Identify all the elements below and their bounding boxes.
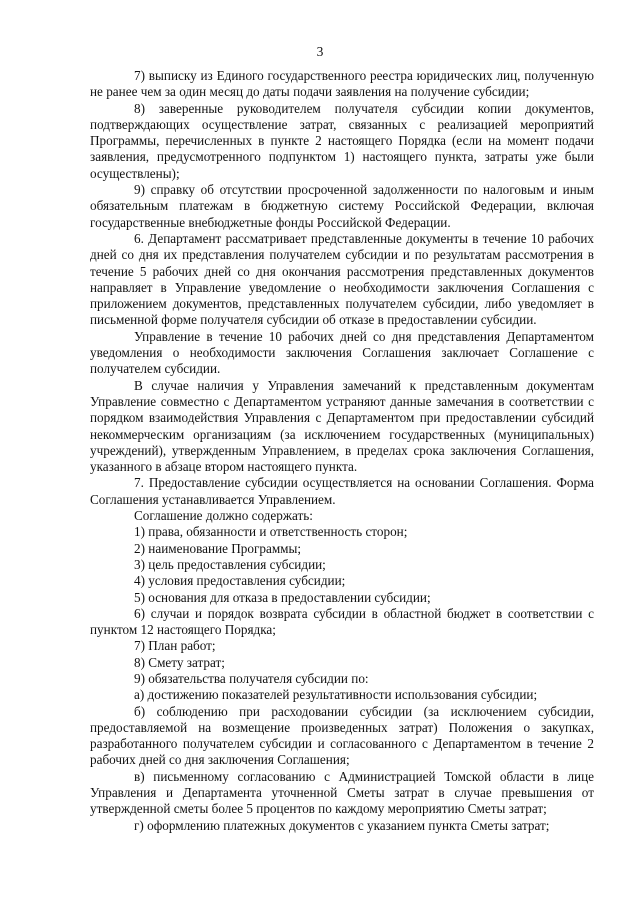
page-number: 3 bbox=[316, 44, 324, 59]
paragraph-agreement-contents: Соглашение должно содержать: bbox=[134, 508, 313, 524]
document-body bbox=[90, 68, 594, 834]
list-item-9: 9) обязательства получателя субсидии по: bbox=[134, 670, 369, 686]
paragraph-7-extract: 7) выписку из Единого государственного реестра юридических лиц, полученную не ранее чем за один месяц до даты подачи заявления на получение субсидии; bbox=[90, 68, 594, 100]
list-item-6: 6) случаи и порядок возврата субсидии в областной бюджет в соответствии с пунктом 12 настоящего Порядка; bbox=[90, 605, 594, 638]
list-item-7: 7) План работ; bbox=[134, 638, 216, 654]
sub-item-a: а) достижению показателей результативности использования субсидии; bbox=[134, 687, 538, 703]
paragraph-8-copies: 8) заверенные руководителем получателя субсидии копии документов, подтверждающих осуществление затрат, связанных с реализацией мероприятий Программы, перечисленных в пункте 2 настоящего Порядка (если на момент подачи заявления, предусмотренного подпунктом 1) настоящего пункта, затраты уже были осуществлены); bbox=[90, 100, 594, 181]
sub-item-b: б) соблюдению при расходовании субсидии (за исключением субсидии, предоставляемой на возмещение произведенных затрат) Положения о закупках, разработанного получателем субсидии и согласованного с Департаментом в течение 2 рабочих дней со дня заключения Соглашения; bbox=[90, 703, 594, 768]
sub-item-g: г) оформлению платежных документов с указанием пункта Сметы затрат; bbox=[134, 817, 550, 833]
list-item-5: 5) основания для отказа в предоставлении субсидии; bbox=[134, 589, 431, 605]
paragraph-9-certificate: 9) справку об отсутствии просроченной задолженности по налоговым и иным обязательным платежам в бюджетную систему Российской Федерации, включая государственные внебюджетные фонды Российской Федерации. bbox=[90, 182, 594, 230]
paragraph-clause-6: 6. Департамент рассматривает представленные документы в течение 10 рабочих дней со дня их представления получателем субсидии и по результатам рассмотрения в течение 5 рабочих дней со дня окончания рассмотрения представленных документов направляет в Управление уведомление о необходимости заключения Соглашения с приложением документов, представленных получателем субсидии, либо уведомляет в письменной форме получателя субсидии об отказе в предоставлении субсидии. bbox=[90, 230, 594, 328]
paragraph-remarks: В случае наличия у Управления замечаний к представленным документам Управление совместно с Департаментом устраняют данные замечания в соответствии с порядком взаимодействия Управления с Департаментом при предоставлении субсидий некоммерческим организациям (за исключением государственных (муниципальных) учреждений), утвержденным Управлением, в пределах срока заключения Соглашения, указанного в абзаце втором настоящего пункта. bbox=[90, 377, 594, 475]
paragraph-management-agreement: Управление в течение 10 рабочих дней со дня представления Департаментом уведомления о необходимости заключения Соглашения заключает Соглашение с получателем субсидии. bbox=[90, 328, 594, 377]
paragraph-clause-7: 7. Предоставление субсидии осуществляется на основании Соглашения. Форма Соглашения устанавливается Управлением. bbox=[90, 475, 594, 507]
list-item-3: 3) цель предоставления субсидии; bbox=[134, 556, 326, 572]
list-item-4: 4) условия предоставления субсидии; bbox=[134, 573, 346, 589]
list-item-8: 8) Смету затрат; bbox=[134, 654, 225, 670]
list-item-2: 2) наименование Программы; bbox=[134, 540, 302, 556]
list-item-1: 1) права, обязанности и ответственность сторон; bbox=[134, 524, 408, 540]
sub-item-v: в) письменному согласованию с Администрацией Томской области в лице Управления и Департамента уточненной Сметы затрат в случае превышения от утвержденной сметы более 5 процентов по каждому мероприятию Сметы затрат; bbox=[90, 768, 594, 817]
